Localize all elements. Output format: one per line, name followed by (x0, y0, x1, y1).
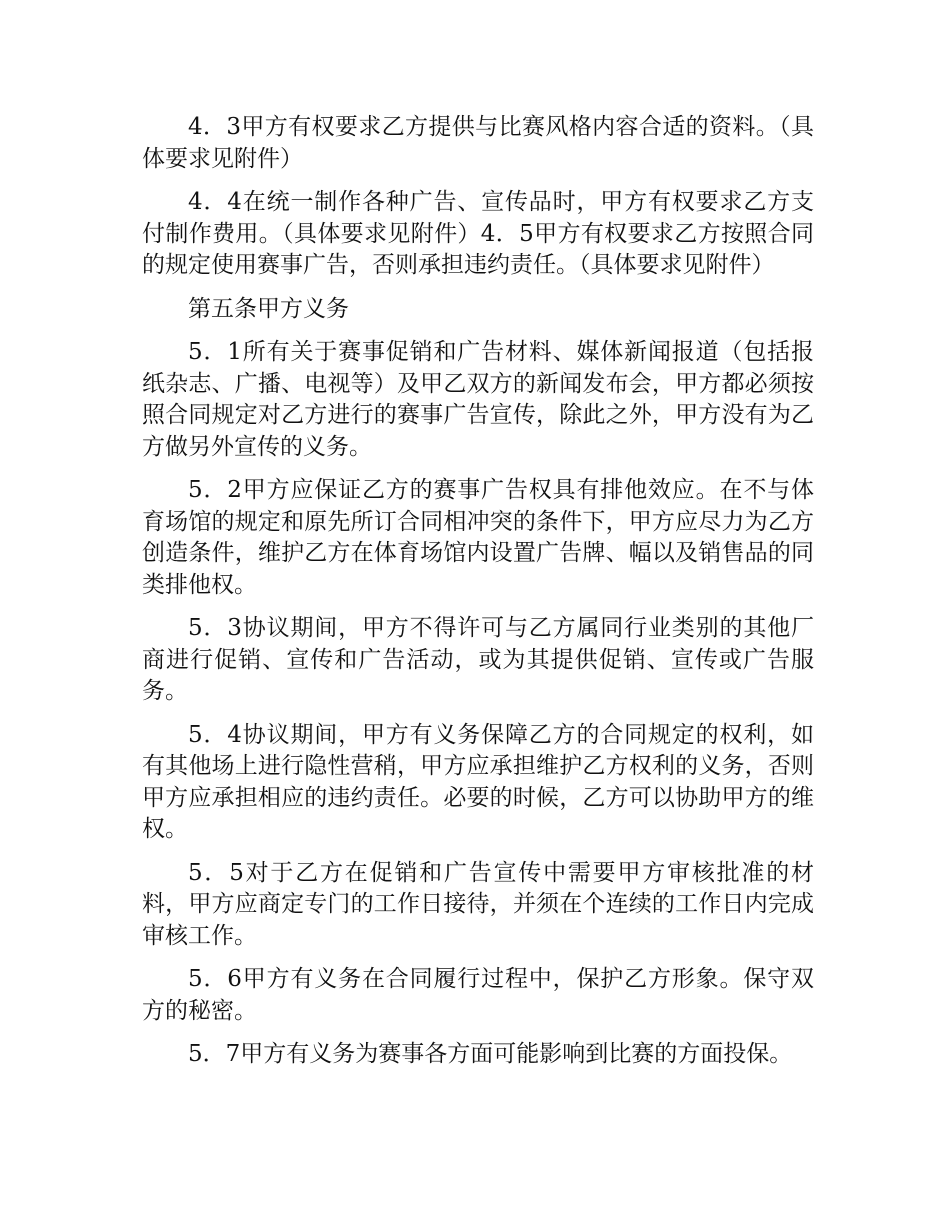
clause-5-3: 5．3协议期间，甲方不得许可与乙方属同行业类别的其他厂商进行促销、宣传和广告活动，或为其提供促销、宣传或广告服务。 (142, 615, 814, 704)
clause-5-2: 5．2甲方应保证乙方的赛事广告权具有排他效应。在不与体育场馆的规定和原先所订合同相冲突的条件下，甲方应尽力为乙方创造条件，维护乙方在体育场馆内设置广告牌、幅以及销售品的同类排他权。 (142, 477, 814, 598)
clause-4-3: 4．3甲方有权要求乙方提供与比赛风格内容合适的资料。（具体要求见附件） (142, 114, 814, 172)
clause-5-4: 5．4协议期间，甲方有义务保障乙方的合同规定的权利，如有其他场上进行隐性营稍，甲方应承担维护乙方权利的义务，否则甲方应承担相应的违约责任。必要的时候，乙方可以协助甲方的维权。 (142, 721, 814, 842)
document-page (142, 112, 814, 1083)
clause-5-1: 5．1所有关于赛事促销和广告材料、媒体新闻报道（包括报纸杂志、广播、电视等）及甲乙双方的新闻发布会，甲方都必须按照合同规定对乙方进行的赛事广告宣传，除此之外，甲方没有为乙方做另外宣传的义务。 (142, 339, 814, 460)
clause-4-4-4-5: 4．4在统一制作各种广告、宣传品时，甲方有权要求乙方支付制作费用。（具体要求见附件）4．5甲方有权要求乙方按照合同的规定使用赛事广告，否则承担违约责任。（具体要求见附件） (142, 189, 814, 278)
clause-5-7: 5．7甲方有义务为赛事各方面可能影响到比赛的方面投保。 (188, 1041, 793, 1067)
clause-5-6: 5．6甲方有义务在合同履行过程中，保护乙方形象。保守双方的秘密。 (142, 966, 814, 1024)
clause-5-5: 5．5对于乙方在促销和广告宣传中需要甲方审核批准的材料，甲方应商定专门的工作日接待，并须在个连续的工作日内完成审核工作。 (142, 859, 814, 949)
section-heading-article-5: 第五条甲方义务 (188, 295, 349, 322)
